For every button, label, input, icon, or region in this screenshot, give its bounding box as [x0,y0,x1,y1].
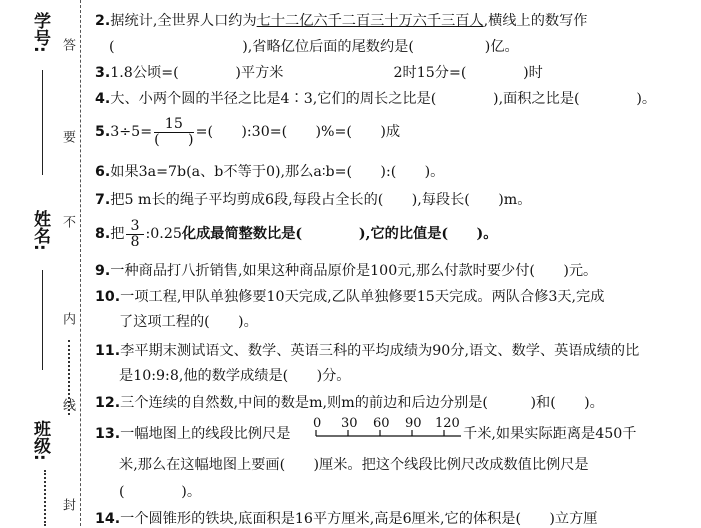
question-7: 7.把5 m长的绳子平均剪成6段,每段占全长的( ),每段长( )m。 [95,192,532,208]
underlined-number: 七十二亿六千二百三十万六千三百人 [256,13,484,29]
scale-tick-30: 30 [341,416,358,431]
class-dotted-line [44,470,46,526]
student-number-line [42,70,43,175]
question-6: 6.如果3a=7b(a、b不等于0),那么a∶b=( ):( )。 [95,164,445,180]
scale-tick-120: 120 [435,416,460,431]
scale-tick-0: 0 [313,416,322,431]
student-number-label: 学号: [30,12,50,53]
cut-line [80,0,81,526]
question-13-tail: 千米,如果实际距离是450千 [463,426,637,442]
scale-tick-90: 90 [405,416,422,431]
question-10-line2: 了这项工程的( )。 [119,314,258,330]
question-13-line3: ( )。 [119,484,202,500]
binding-margin [0,0,100,526]
fraction: $\frac{15}{( )}$ [154,115,194,148]
question-13-line2: 米,那么在这幅地图上要画( )厘米。把这个线段比例尺改成数值比例尺是 [119,457,589,473]
question-5: 5.3÷5= $\frac{15}{( )}$ =( ):30=( )%=( )成 [95,115,401,148]
seal-char-feng: 封 [60,498,75,511]
question-10: 10.一项工程,甲队单独修要10天完成,乙队单独修要15天完成。两队合修3天,完成 [95,289,605,305]
scale-tick-60: 60 [373,416,390,431]
question-11: 11.李平期末测试语文、数学、英语三科的平均成绩为90分,语文、数学、英语成绩的比 [95,343,640,359]
question-13: 13.一幅地图上的线段比例尺是 [95,426,291,442]
seal-char-xian: 线 [60,398,75,411]
seal-char-nei: 内 [60,312,75,325]
seal-char-da: 答 [60,38,75,51]
line-segment-scale [313,416,463,442]
question-11-line2: 是10:9:8,他的数学成绩是( )分。 [119,368,351,384]
question-list [95,0,701,526]
question-4: 4.大、小两个圆的半径之比是4∶3,它们的周长之比是( ),面积之比是( )。 [95,91,657,107]
question-14: 14.一个圆锥形的铁块,底面积是16平方厘米,高是6厘米,它的体积是( )立方厘 [95,511,598,527]
seal-char-bu: 不 [60,215,75,228]
scale-unit: 千米 [463,426,492,442]
class-label: 班级: [30,420,50,461]
question-9: 9.一种商品打八折销售,如果这种商品原价是100元,那么付款时要少付( )元。 [95,263,598,279]
question-12: 12.三个连续的自然数,中间的数是m,则m的前边和后边分别是( )和( )。 [95,395,604,411]
question-8: 8.把 $\frac{3}{8}$ :0.25化成最简整数比是( ),它的比值是( )。 [95,217,498,250]
question-2: 2.据统计,全世界人口约为七十二亿六千二百三十万六千三百人,横线上的数写作 [95,13,588,29]
question-2-line2: ( ),省略亿位后面的尾数约是( )亿。 [109,39,519,55]
name-line [42,270,43,370]
seal-char-yao: 要 [60,130,75,143]
name-label: 姓名: [30,210,50,251]
question-3: 3.1.8公顷=( )平方米 2时15分=( )时 [95,65,543,81]
fraction: $\frac{3}{8}$ [126,219,143,250]
